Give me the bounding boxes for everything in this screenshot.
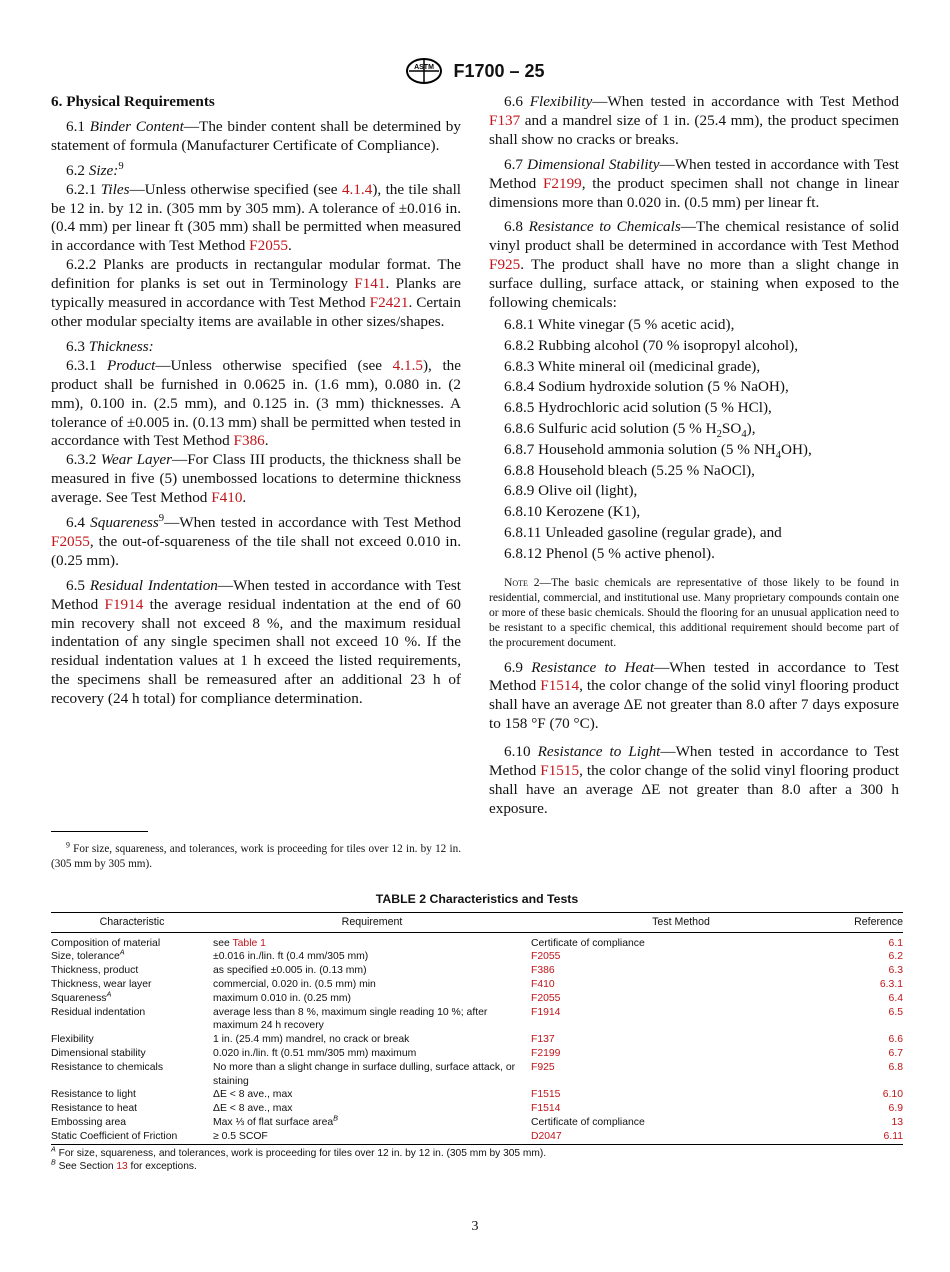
- para-6-4: 6.4 Squareness$^9$—When tested in accordance with Test Method F2055, the out-of-squareness of the tile shall not exceed 0.010 in. (0.25 mm).: [51, 512, 461, 569]
- cell-requirement: 1 in. (25.4 mm) mandrel, no crack or break: [213, 1034, 410, 1046]
- cell-characteristic: Resistance to light: [51, 1089, 136, 1101]
- list-item: 6.8.12 Phenol (5 % active phenol).: [504, 544, 715, 562]
- list-item: 6.8.9 Olive oil (light),: [504, 482, 638, 500]
- table-title: TABLE 2 Characteristics and Tests: [375, 892, 579, 906]
- para-6-8: 6.8 Resistance to Chemicals—The chemical resistance of solid vinyl product shall be determined in accordance with Test Method F925. The product shall have no more than a slight change in surface dulling, surface attack, or staining when exposed to the following chemicals:: [489, 218, 899, 312]
- list-item: 6.8.2 Rubbing alcohol (70 % isopropyl alcohol),: [504, 336, 799, 354]
- cell-test-method[interactable]: F137: [531, 1034, 555, 1046]
- table-header-row: [51, 912, 903, 932]
- cell-characteristic: Composition of material: [51, 937, 161, 949]
- cell-reference[interactable]: 6.2: [888, 951, 903, 963]
- table-row: [51, 1130, 903, 1144]
- cell-test-method[interactable]: D2047: [531, 1130, 831, 1144]
- link-4-1-4[interactable]: 4.1.4: [341, 180, 373, 198]
- cell-reference[interactable]: 6.4: [888, 992, 903, 1004]
- link-f410[interactable]: F410: [211, 489, 243, 507]
- list-item: 6.8.8 Household bleach (5.25 % NaOCl),: [504, 461, 755, 479]
- cell-test-method[interactable]: F1914: [531, 1006, 561, 1018]
- link-f2421[interactable]: F2421: [369, 294, 409, 312]
- cell-reference[interactable]: 6.3.1: [879, 978, 903, 990]
- cell-characteristic: Thickness, product: [51, 965, 139, 977]
- cell-characteristic: Residual indentation: [51, 1006, 146, 1018]
- link-f2199[interactable]: F2199: [542, 174, 582, 192]
- cell-reference[interactable]: 6.5: [888, 1006, 903, 1018]
- para-6-9: 6.9 Resistance to Heat—When tested in accordance to Test Method F1514, the color change of the solid vinyl flooring product shall have an average ΔE not greater than 8.0 after 7 days exposure to 158 °F (70 °C).: [489, 658, 899, 733]
- cell-requirement: average less than 8 %, maximum single reading 10 %; after maximum 24 h recovery: [213, 1006, 488, 1032]
- table-row: [51, 1047, 903, 1061]
- table-row: [51, 1061, 903, 1089]
- para-6-6: 6.6 Flexibility—When tested in accordance with Test Method F137 and a mandrel size of 1 in. (25.4 mm), the product specimen shall show no cracks or breaks.: [489, 93, 899, 148]
- table-footnote-a: $^A$ For size, squareness, and tolerances, work is proceeding for tiles over 12 in. by 12 in. (305 mm by 305 mm).: [51, 1145, 547, 1159]
- cell-reference[interactable]: 13: [891, 1116, 903, 1128]
- para-6-1: 6.1 Binder Content—The binder content shall be determined by statement of formula (Manufacturer Certificate of Compliance).: [51, 117, 461, 154]
- link-f2055-b[interactable]: F2055: [51, 532, 90, 550]
- cell-requirement: ΔE < 8 ave., max: [213, 1103, 293, 1115]
- col-characteristic: Characteristic: [51, 912, 213, 932]
- list-item: 6.8.10 Kerozene (K1),: [504, 503, 641, 521]
- page-header: [0, 57, 950, 85]
- para-6-10: 6.10 Resistance to Light—When tested in accordance to Test Method F1515, the color change of the solid vinyl flooring product shall have an average ΔE not greater than 8.0 after a 300 h exposure.: [489, 743, 899, 817]
- cell-characteristic: Resistance to heat: [51, 1103, 138, 1115]
- svg-text:ASTM: ASTM: [414, 64, 435, 71]
- link-f141[interactable]: F141: [354, 275, 386, 293]
- col-reference: Reference: [831, 912, 903, 932]
- para-6-2-1: 6.2.1 Tiles—Unless otherwise specified (see 4.1.4), the tile shall be 12 in. by 12 in. (305 mm by 305 mm). A tolerance of ±0.016 in. (0.4 mm) per linear ft (305 mm) shall be permitted when measured in accordance with Test Method F2055.: [51, 180, 462, 255]
- table-row: [51, 932, 903, 950]
- cell-requirement: commercial, 0.020 in. (0.5 mm) min: [213, 978, 376, 990]
- cell-test-method[interactable]: F2199: [531, 1047, 561, 1059]
- col-test-method: Test Method: [531, 912, 831, 932]
- astm-logo-icon: [405, 57, 443, 85]
- list-item: 6.8.4 Sodium hydroxide solution (5 % NaOH),: [504, 378, 789, 396]
- table-row: [51, 964, 903, 978]
- para-6-3-2: 6.3.2 Wear Layer—For Class III products, the thickness shall be measured in five (5) unembossed locations to determine thickness average. See Test Method F410.: [51, 451, 461, 507]
- link-f1914[interactable]: F1914: [104, 595, 144, 613]
- cell-reference[interactable]: 6.6: [888, 1034, 903, 1046]
- characteristics-table: [51, 912, 903, 1145]
- note-2: Note 2—The basic chemicals are representative of those likely to be found in residential, commercial, and institutional use. Many proprietary compounds contain one or more of these basic chemicals. Should the flooring for an unusual application need to be resistant to a specific chemical, this additional requirement should become part of the procurement document.: [489, 575, 899, 650]
- table-row: [51, 978, 903, 992]
- page-number: 3: [471, 1219, 479, 1234]
- list-item: 6.8.7 Household ammonia solution (5 % $NH_4OH$),: [504, 440, 812, 461]
- cell-requirement: ±0.016 in./lin. ft (0.4 mm/305 mm): [213, 951, 369, 963]
- cell-characteristic: Embossing area: [51, 1116, 127, 1128]
- left-column: [51, 93, 461, 709]
- link-f2055[interactable]: F2055: [249, 237, 288, 255]
- cell-test-method[interactable]: F925: [531, 1061, 555, 1073]
- link-section-13[interactable]: 13: [116, 1161, 128, 1173]
- para-6-3: 6.3 Thickness:: [66, 337, 154, 355]
- table-row: [51, 992, 903, 1006]
- footnote-9: $^9$ For size, squareness, and tolerances, work is proceeding for tiles over 12 in. by 12 in. (305 mm by 305 mm).: [51, 840, 461, 870]
- link-f1515[interactable]: F1515: [540, 762, 580, 780]
- link-f386[interactable]: F386: [233, 432, 265, 450]
- table-row: [51, 950, 903, 964]
- list-item: 6.8.1 White vinegar (5 % acetic acid),: [504, 315, 735, 333]
- designation: F1700 – 25: [453, 60, 545, 81]
- cell-test-method[interactable]: F1514: [531, 1103, 561, 1115]
- list-item: 6.8.5 Hydrochloric acid solution (5 % HCl),: [504, 399, 772, 417]
- footnote-rule: [51, 831, 148, 832]
- cell-requirement: ΔE < 8 ave., max: [213, 1089, 293, 1101]
- cell-requirement: 0.020 in./lin. ft (0.51 mm/305 mm) maximum: [213, 1047, 417, 1059]
- link-4-1-5[interactable]: 4.1.5: [392, 356, 423, 374]
- cell-characteristic: Resistance to chemicals: [51, 1061, 164, 1073]
- cell-test-method[interactable]: F1515: [531, 1089, 561, 1101]
- para-6-7: 6.7 Dimensional Stability—When tested in accordance with Test Method F2199, the product specimen shall not change in linear dimensions more than 0.020 in. (0.5 mm) per linear ft.: [489, 155, 899, 211]
- cell-reference[interactable]: 6.10: [882, 1089, 903, 1101]
- cell-requirement: ≥ 0.5 SCOF: [213, 1130, 531, 1144]
- cell-test-method[interactable]: F386: [531, 965, 555, 977]
- cell-reference[interactable]: 6.8: [888, 1061, 903, 1073]
- cell-test-method[interactable]: F2055: [531, 951, 561, 963]
- cell-characteristic: Squareness$^A$: [51, 989, 112, 1004]
- cell-reference[interactable]: 6.9: [888, 1103, 903, 1115]
- cell-requirement: No more than a slight change in surface dulling, surface attack, or staining: [213, 1061, 516, 1087]
- cell-requirement: see Table 1: [213, 937, 266, 949]
- cell-requirement: as specified ±0.005 in. (0.13 mm): [213, 965, 367, 977]
- table-row: [51, 1088, 903, 1102]
- right-column: [489, 93, 899, 819]
- cell-characteristic: Dimensional stability: [51, 1047, 146, 1059]
- table-row: [51, 1006, 903, 1034]
- para-6-5: 6.5 Residual Indentation—When tested in accordance with Test Method F1914 the average residual indentation at the end of 60 min recovery shall not exceed 8 %, and the maximum residual indentation of any single specimen shall not exceed 10 %. If the residual indentation values at 1 h exceed the listed requirements, the specimens shall be remeasured after an additional 23 h of recovery (24 h total) for compliance determination.: [51, 576, 462, 708]
- cell-reference[interactable]: 6.11: [831, 1130, 903, 1144]
- col-requirement: Requirement: [213, 912, 531, 932]
- table-row: [51, 1116, 903, 1130]
- cell-reference[interactable]: 6.7: [888, 1047, 903, 1059]
- cell-characteristic: Static Coefficient of Friction: [51, 1130, 213, 1144]
- cell-test-method: Certificate of compliance: [531, 1116, 645, 1128]
- cell-requirement: Max ⅓ of flat surface area$^B$: [213, 1113, 338, 1128]
- section-title: 6. Physical Requirements: [51, 93, 215, 110]
- list-item: 6.8.6 Sulfuric acid solution (5 % $H_2SO_4$),: [504, 419, 756, 440]
- para-6-2: 6.2 Size:$^9$: [66, 160, 124, 179]
- cell-test-method: Certificate of compliance: [531, 937, 645, 949]
- para-6-3-1: 6.3.1 Product—Unless otherwise specified (see 4.1.5), the product shall be furnished in 0.0625 in. (1.6 mm), 0.080 in. (2 mm), 0.100 in. (2.5 mm), and 0.125 in. (3 mm) thicknesses. A tolerance of ±0.005 in. (0.13 mm) shall be permitted when tested in accordance with Test Method F386.: [51, 356, 461, 450]
- list-item: 6.8.11 Unleaded gasoline (regular grade), and: [504, 523, 782, 541]
- cell-reference[interactable]: 6.3: [888, 965, 903, 977]
- cell-characteristic: Thickness, wear layer: [51, 978, 152, 990]
- cell-test-method[interactable]: F2055: [531, 992, 561, 1004]
- cell-characteristic: Size, tolerance$^A$: [51, 947, 125, 963]
- link-table-1[interactable]: Table 1: [232, 937, 266, 949]
- cell-requirement: maximum 0.010 in. (0.25 mm): [213, 992, 352, 1004]
- table-row: [51, 1102, 903, 1116]
- table-row: [51, 1033, 903, 1047]
- link-f1514[interactable]: F1514: [540, 677, 580, 695]
- table-2: [51, 893, 903, 1174]
- cell-characteristic: Flexibility: [51, 1034, 94, 1046]
- para-6-2-2: 6.2.2 Planks are products in rectangular modular format. The definition for planks is set out in Terminology F141. Planks are typically measured in accordance with Test Method F2421. Certain other modular specialty items are available in other sizes/shapes.: [51, 256, 461, 330]
- list-item: 6.8.3 White mineral oil (medicinal grade),: [504, 357, 761, 375]
- link-f925[interactable]: F925: [489, 256, 521, 274]
- cell-reference[interactable]: 6.1: [888, 937, 903, 949]
- link-f137[interactable]: F137: [489, 111, 521, 129]
- cell-test-method[interactable]: F410: [531, 978, 555, 990]
- table-footnote-b: $^B$ See Section 13 for exceptions.: [51, 1158, 197, 1173]
- table-body: [51, 932, 903, 1144]
